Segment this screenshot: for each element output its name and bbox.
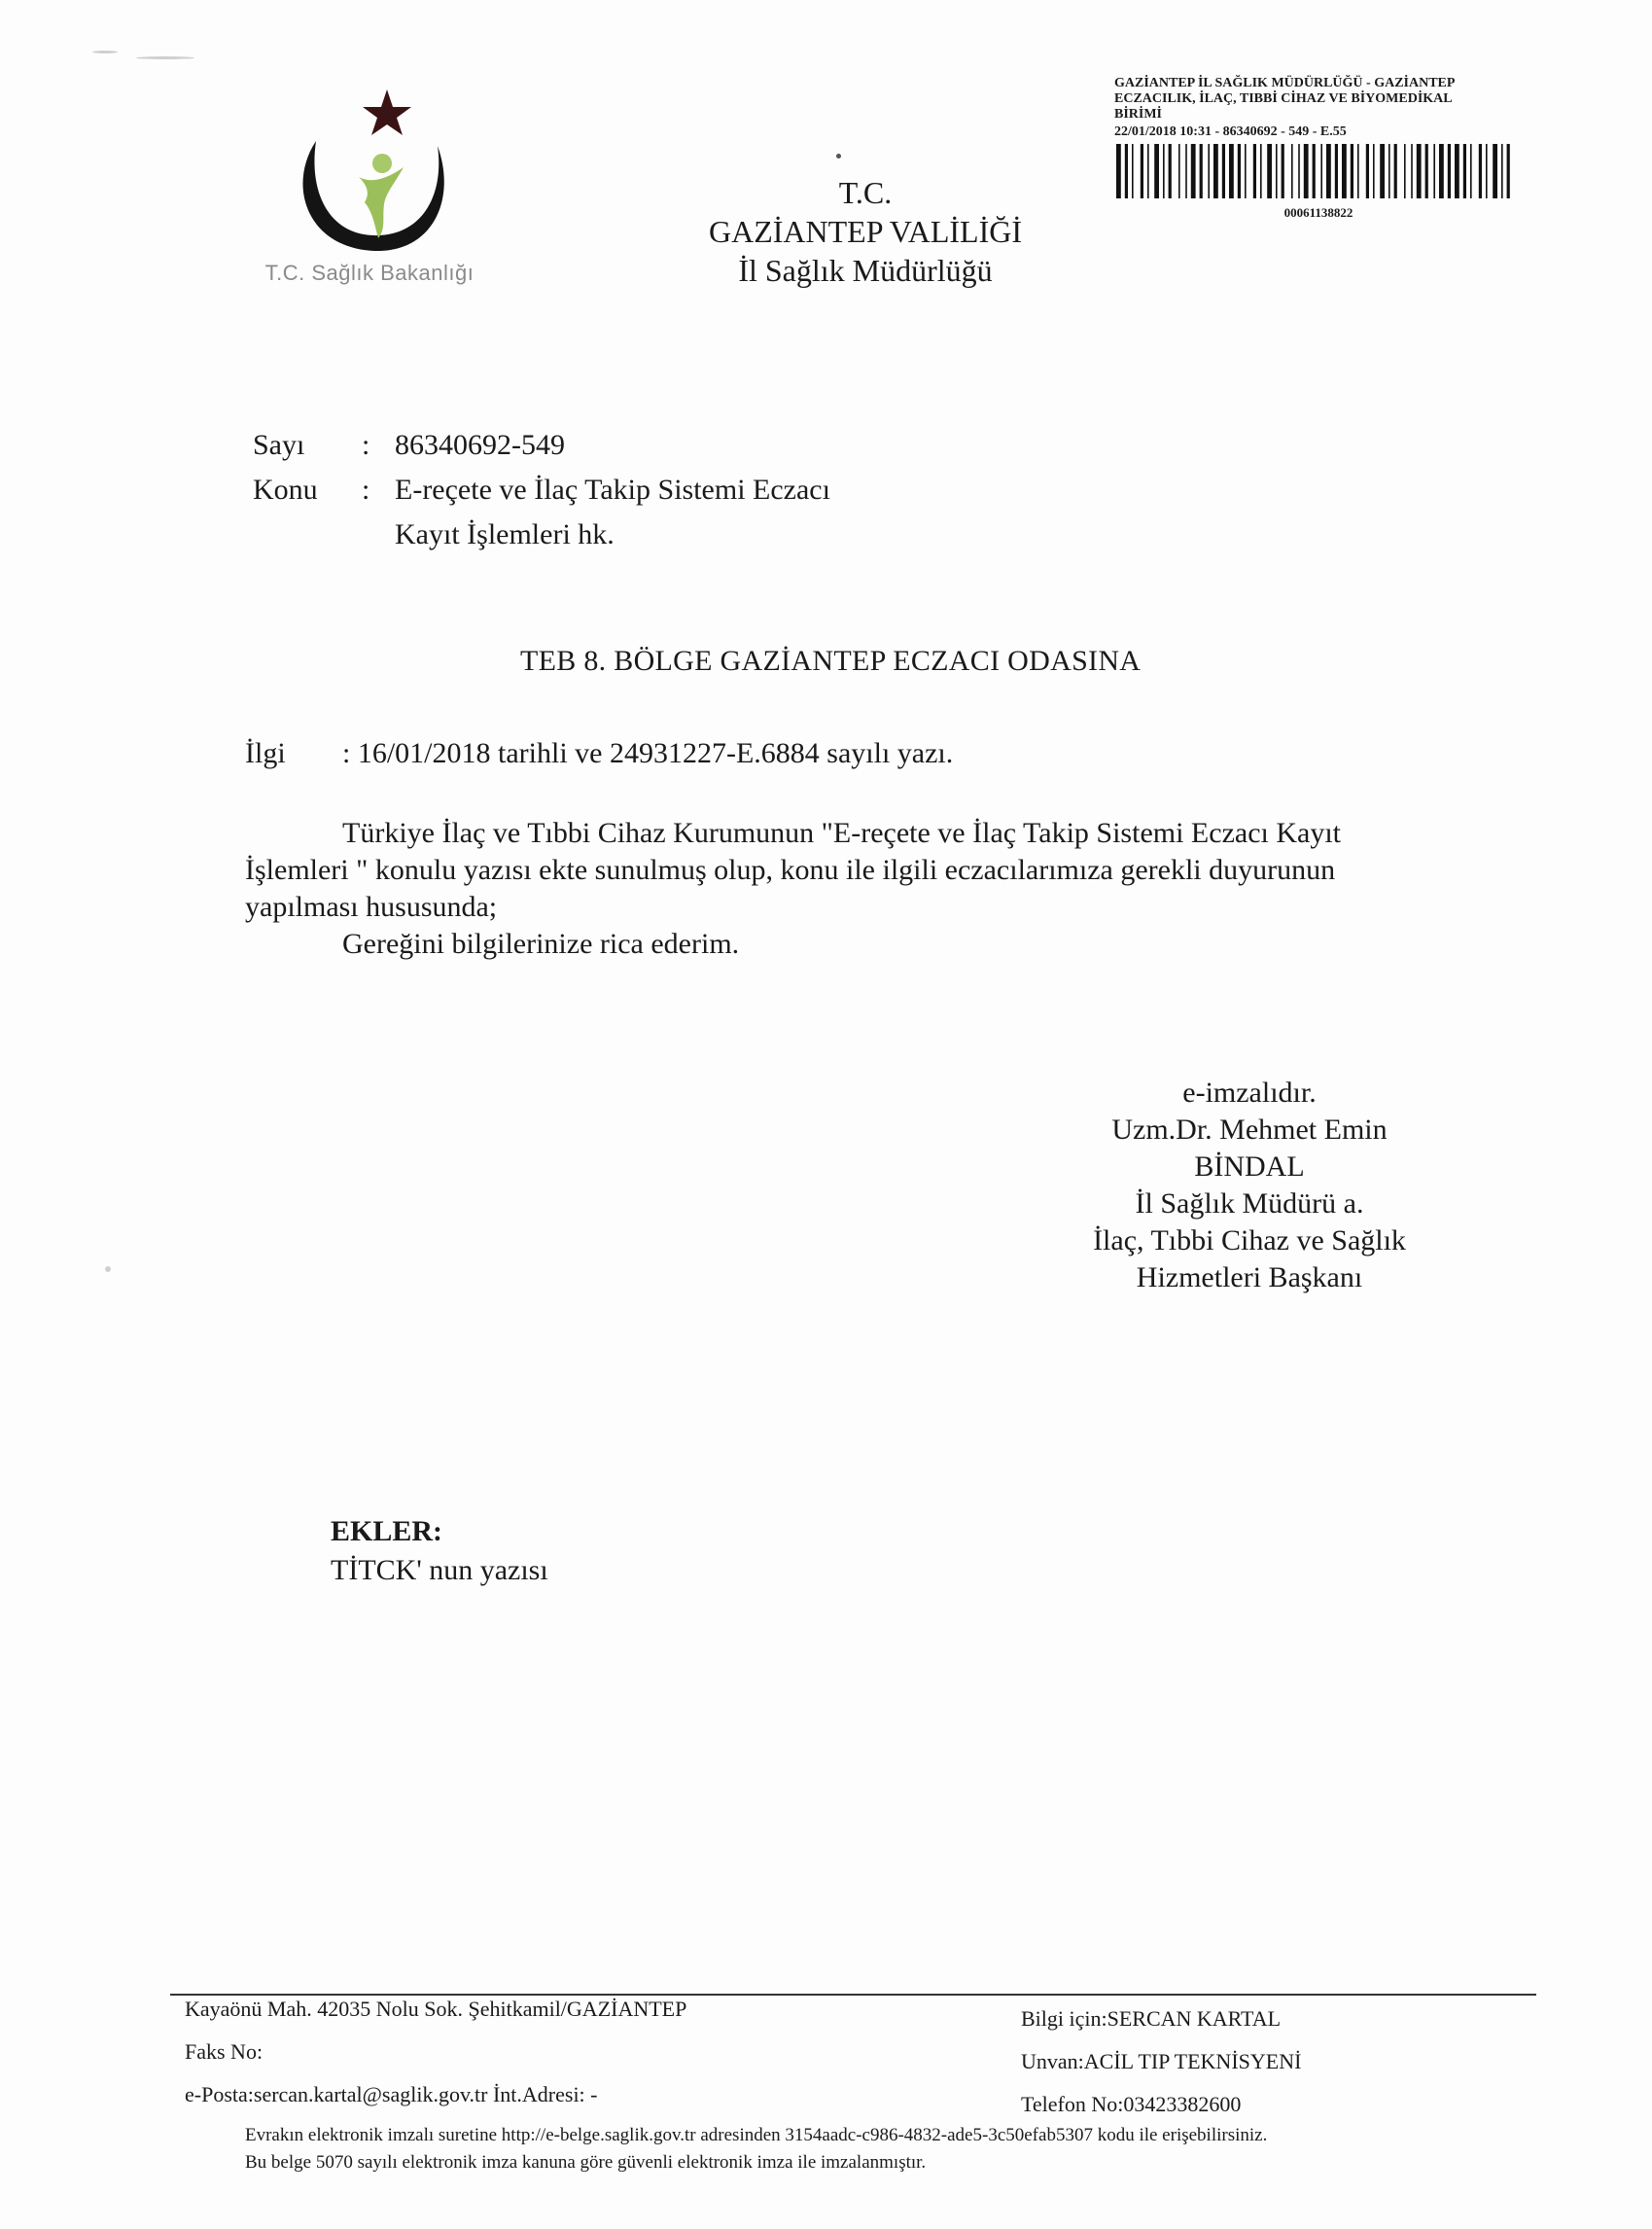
barcode-bar: [1455, 144, 1459, 198]
barcode-bar: [1342, 144, 1347, 198]
stamp-line-3: BİRİMİ: [1114, 107, 1163, 122]
barcode-bar: [1298, 144, 1300, 198]
barcode-bar: [1178, 144, 1180, 198]
footer-title: Unvan:ACİL TIP TEKNİSYENİ: [1021, 2049, 1302, 2073]
sayi-label: Sayı: [253, 429, 305, 461]
subject-block: [253, 423, 939, 557]
ministry-of-health-logo-icon: [277, 88, 462, 258]
sayi-value: 86340692-549: [395, 429, 565, 461]
colon: :: [362, 429, 370, 461]
barcode-bar: [1448, 144, 1451, 198]
konu-row: [253, 468, 939, 513]
barcode-bar: [1163, 144, 1165, 198]
barcode-bar: [1208, 144, 1210, 198]
konu-value-line-1: E-reçete ve İlaç Takip Sistemi Eczacı: [395, 474, 830, 506]
scan-speck: [105, 1266, 111, 1272]
konu-label: Konu: [253, 474, 318, 506]
barcode-bar: [1507, 144, 1510, 198]
barcode-bar: [1439, 144, 1444, 198]
signer-title-line-3: Hizmetleri Başkanı: [1136, 1261, 1363, 1293]
barcode-bar: [1394, 144, 1397, 198]
footer-contact-left: [185, 1996, 885, 2124]
logo-caption: T.C. Sağlık Bakanlığı: [264, 261, 475, 285]
colon: :: [362, 474, 370, 506]
konu-value-line-2: Kayıt İşlemleri hk.: [395, 518, 615, 550]
barcode-bar: [1417, 144, 1422, 198]
barcode-bar: [1326, 144, 1331, 198]
letter-body: [245, 815, 1431, 963]
footer-fax: Faks No:: [185, 2039, 264, 2064]
signer-name-line-1: Uzm.Dr. Mehmet Emin: [1111, 1114, 1388, 1146]
stamp-line-2: ECZACILIK, İLAÇ, TIBBİ CİHAZ VE BİYOMEDİKAL: [1114, 91, 1453, 106]
attachments-block: [331, 1512, 548, 1590]
footer-legal: [245, 2122, 1529, 2176]
scan-speck: [136, 56, 194, 59]
barcode-bar: [1501, 144, 1503, 198]
footer-info-person: Bilgi için:SERCAN KARTAL: [1021, 2006, 1282, 2031]
body-paragraph-1: Türkiye İlaç ve Tıbbi Cihaz Kurumunun "E-reçete ve İlaç Takip Sistemi Eczacı Kayıt İşlemleri " konulu yazısı ekte sunulmuş olup, konu ile ilgili eczacılarımıza gerekli duyurunun yapılması hususunda;: [245, 817, 1342, 923]
barcode-bar: [1222, 144, 1225, 198]
barcode-bar: [1169, 144, 1172, 198]
barcode-bar: [1191, 144, 1196, 198]
footer-verification-note: Evrakın elektronik imzalı suretine http://e-belge.saglik.gov.tr adresinden 3154aadc-c986-4832-ade5-3c50efab5307 kodu ile erişebilirsiniz.: [245, 2125, 1268, 2145]
barcode-bar: [1147, 144, 1149, 198]
ministry-logo: [248, 88, 491, 297]
stamp-meta: 22/01/2018 10:31 - 86340692 - 549 - E.55: [1114, 124, 1347, 139]
body-paragraph-2: Gereğini bilgilerinize rica ederim.: [342, 928, 740, 960]
barcode-bar: [1213, 144, 1218, 198]
reference-row: [245, 734, 953, 773]
attachments-title: EKLER:: [331, 1515, 443, 1547]
registry-stamp: [1114, 76, 1523, 221]
figure-head-icon: [372, 154, 392, 173]
barcode-bar: [1229, 144, 1234, 198]
barcode-bar: [1267, 144, 1272, 198]
signature-block: [1031, 1075, 1468, 1296]
document-header: [583, 173, 1147, 290]
scan-speck: [836, 154, 841, 159]
footer-contact-right: [1021, 2005, 1527, 2134]
signer-name-line-2: BİNDAL: [1194, 1150, 1305, 1183]
header-governorship: GAZİANTEP VALİLİĞİ: [708, 214, 1023, 249]
barcode-bar: [1404, 144, 1406, 198]
figure-body-icon: [359, 167, 404, 238]
sayi-row: [253, 423, 939, 468]
e-signed-note: e-imzalıdır.: [1182, 1077, 1317, 1109]
footer-email: e-Posta:sercan.kartal@saglik.gov.tr İnt.Adresi: -: [185, 2082, 598, 2106]
barcode-bar: [1245, 144, 1247, 198]
barcode-bar: [1185, 144, 1187, 198]
konu-row-continued: [253, 513, 939, 557]
attachment-item: TİTCK' nun yazısı: [331, 1554, 548, 1586]
barcode-bar: [1253, 144, 1256, 198]
barcode-bar: [1470, 144, 1472, 198]
header-directorate: İl Sağlık Müdürlüğü: [738, 253, 993, 288]
footer-phone: Telefon No:03423382600: [1021, 2092, 1242, 2116]
stamp-line-1: GAZİANTEP İL SAĞLIK MÜDÜRLÜĞÜ - GAZİANTEP: [1114, 76, 1456, 90]
barcode-bar: [1388, 144, 1390, 198]
barcode-bar: [1351, 144, 1353, 198]
barcode-bar: [1125, 144, 1128, 198]
barcode-bar: [1463, 144, 1466, 198]
barcode-number: 00061138822: [1283, 205, 1353, 220]
star-icon: [363, 89, 411, 135]
barcode-bar: [1154, 144, 1159, 198]
barcode-bar: [1276, 144, 1278, 198]
barcode-bar: [1493, 144, 1497, 198]
barcode-bar: [1335, 144, 1338, 198]
barcode-bar: [1132, 144, 1134, 198]
barcode-bar: [1238, 144, 1241, 198]
barcode-bar: [1313, 144, 1316, 198]
footer-legal-note: Bu belge 5070 sayılı elektronik imza kanuna göre güvenli elektronik imza ile imzalanmıştır.: [245, 2152, 927, 2173]
barcode-icon: [1114, 144, 1519, 198]
barcode-bar: [1433, 144, 1435, 198]
barcode-bar: [1116, 144, 1121, 198]
reference-value: : 16/01/2018 tarihli ve 24931227-E.6884 sayılı yazı.: [342, 737, 954, 769]
barcode-bar: [1425, 144, 1428, 198]
footer-address: Kayaönü Mah. 42035 Nolu Sok. Şehitkamil/GAZİANTEP: [185, 1997, 687, 2021]
barcode-bar: [1411, 144, 1413, 198]
barcode-bar: [1141, 144, 1143, 198]
barcode-bar: [1373, 144, 1375, 198]
signer-title-line-1: İl Sağlık Müdürü a.: [1135, 1187, 1364, 1220]
barcode-bar: [1357, 144, 1359, 198]
barcode-bar: [1380, 144, 1385, 198]
scan-speck: [92, 51, 118, 53]
header-tc: T.C.: [838, 175, 893, 210]
barcode-bar: [1304, 144, 1309, 198]
barcode-bar: [1479, 144, 1482, 198]
barcode-bar: [1291, 144, 1293, 198]
barcode-bar: [1366, 144, 1369, 198]
reference-label: İlgi: [245, 737, 286, 769]
barcode-bar: [1200, 144, 1203, 198]
barcode-bar: [1260, 144, 1262, 198]
barcode-bar: [1320, 144, 1322, 198]
signer-title-line-2: İlaç, Tıbbi Cihaz ve Sağlık: [1093, 1224, 1406, 1256]
recipient: TEB 8. BÖLGE GAZİANTEP ECZACI ODASINA: [520, 645, 1142, 677]
barcode-bar: [1486, 144, 1488, 198]
barcode-bar: [1282, 144, 1284, 198]
